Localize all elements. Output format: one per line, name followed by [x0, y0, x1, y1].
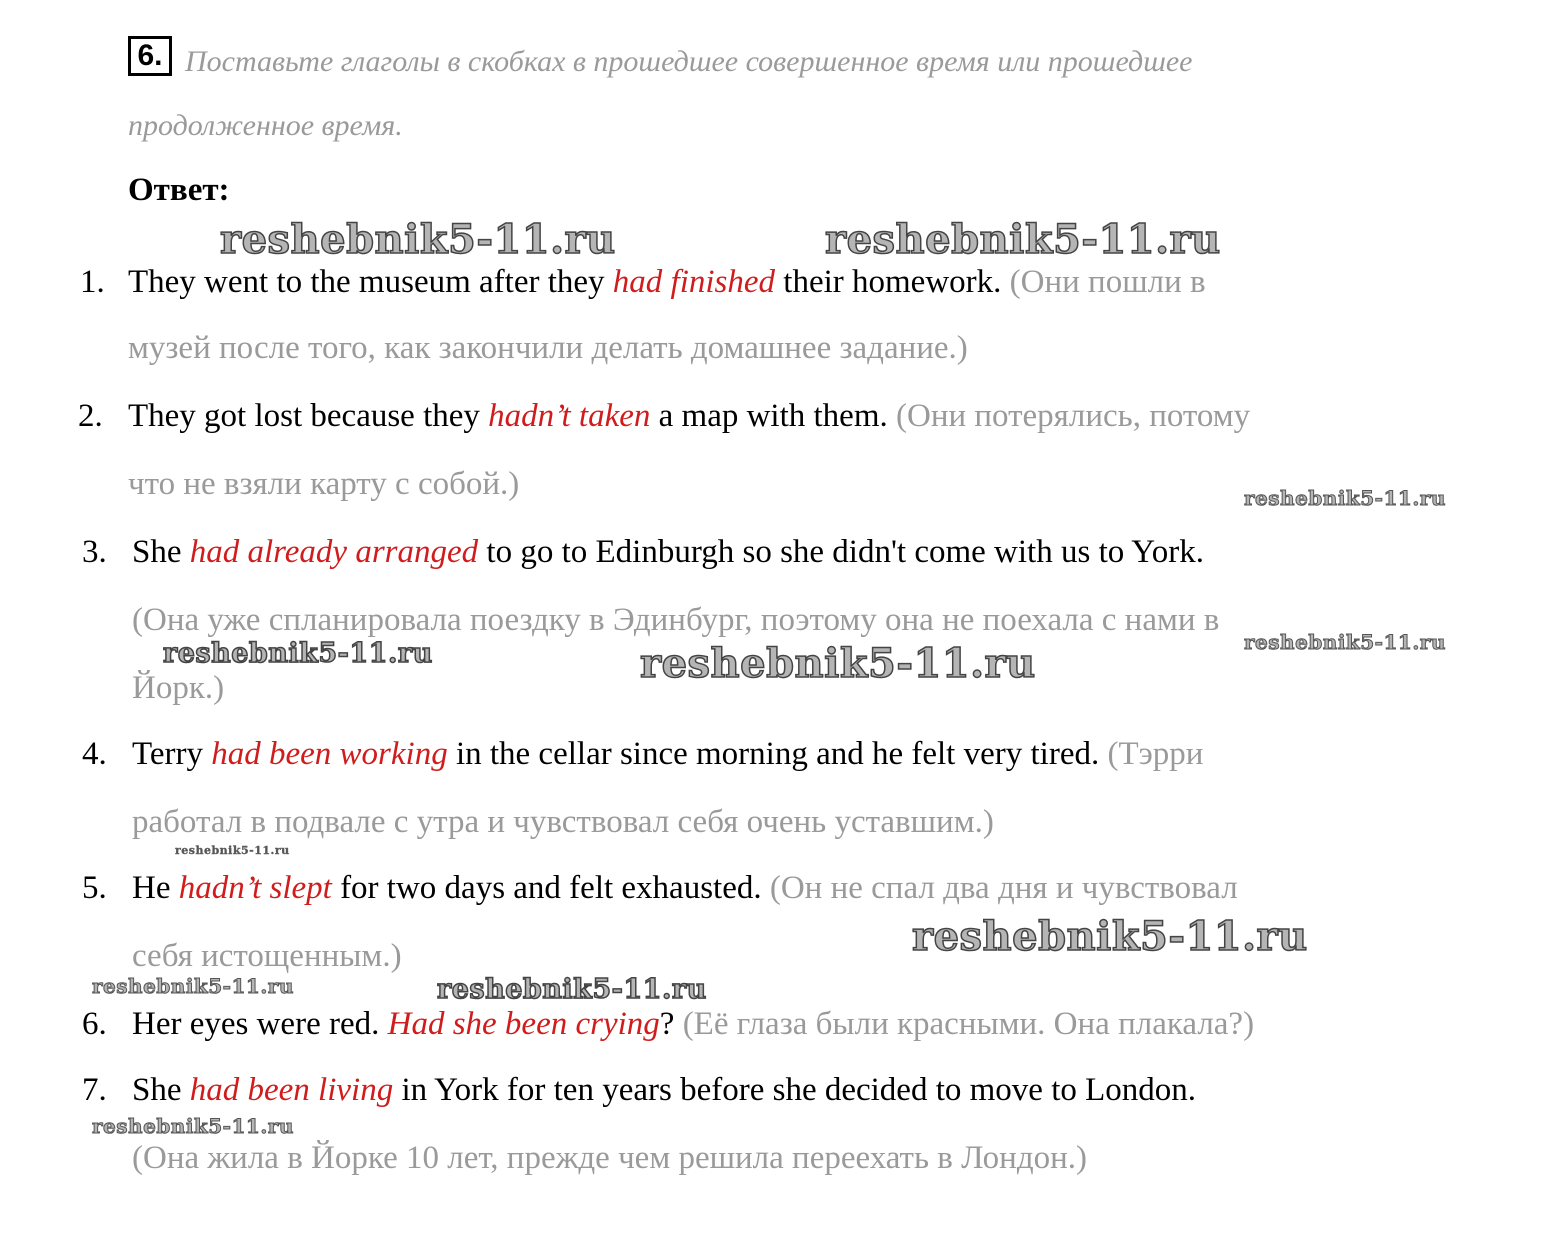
watermark-logo: reshebnik5-11.ru: [92, 974, 294, 998]
translation-text: (Они потерялись, потому: [896, 398, 1251, 434]
translation-text: (Они пошли в: [1009, 264, 1206, 300]
task-number: 6.: [128, 36, 172, 76]
item-number: 1.: [80, 264, 105, 300]
sentence-text: He: [132, 870, 179, 906]
watermark-logo: reshebnik5-11.ru: [912, 913, 1308, 960]
translation-text: (Он не спал два дня и чувствовал: [769, 870, 1238, 906]
answer-label: Ответ:: [128, 172, 230, 208]
item-sentence: [132, 858, 1238, 918]
watermark-logo: reshebnik5-11.ru: [163, 638, 433, 669]
watermark-logo: reshebnik5-11.ru: [220, 216, 616, 263]
translation-text: (Тэрри: [1107, 736, 1204, 772]
item-sentence: [132, 522, 1204, 582]
translation-text: работал в подвале с утра и чувствовал себя очень уставшим.): [132, 804, 994, 840]
watermark-logo: reshebnik5-11.ru: [437, 974, 707, 1005]
sentence-text: to go to Edinburgh so she didn't come with us to York.: [478, 534, 1205, 570]
sentence-text: She: [132, 534, 190, 570]
translation-text: что не взяли карту с собой.): [128, 466, 520, 502]
item-number: 6.: [82, 1006, 107, 1042]
item-number: 7.: [82, 1072, 107, 1108]
watermark-logo: reshebnik5-11.ru: [1244, 630, 1446, 654]
task-instruction-line1: Поставьте глаголы в скобках в прошедшее совершенное время или прошедшее: [185, 45, 1193, 78]
translation-text: (Её глаза были красными. Она плакала?): [682, 1006, 1255, 1042]
sentence-text: ?: [659, 1006, 683, 1042]
item-number: 3.: [82, 534, 107, 570]
sentence-text: for two days and felt exhausted.: [331, 870, 770, 906]
sentence-text: Her eyes were red.: [132, 1006, 388, 1042]
sentence-text: They went to the museum after they: [128, 264, 613, 300]
item-sentence: [132, 1060, 1196, 1120]
translation-text: (Она жила в Йорке 10 лет, прежде чем решила переехать в Лондон.): [132, 1140, 1088, 1176]
answer-verb: hadn’t taken: [488, 398, 651, 434]
watermark-logo: reshebnik5-11.ru: [825, 216, 1221, 263]
translation-text: Йорк.): [132, 670, 225, 706]
answer-verb: had been living: [189, 1072, 394, 1108]
task-instruction: [128, 30, 1428, 158]
watermark-logo: reshebnik5-11.ru: [175, 844, 290, 857]
translation-text: (Она уже спланировала поездку в Эдинбург, поэтому она не поехала с нами в: [132, 602, 1220, 638]
item-sentence: [128, 386, 1250, 446]
answer-verb: had finished: [612, 264, 776, 300]
task-instruction-line2: продолженное время.: [128, 109, 403, 142]
sentence-text: their homework.: [775, 264, 1010, 300]
watermark-logo: reshebnik5-11.ru: [92, 1114, 294, 1138]
sentence-text: in York for ten years before she decided to move to London.: [393, 1072, 1197, 1108]
translation-text: себя истощенным.): [132, 938, 402, 974]
sentence-text: a map with them.: [650, 398, 896, 434]
watermark-logo: reshebnik5-11.ru: [640, 640, 1036, 687]
item-number: 5.: [82, 870, 107, 906]
sentence-text: in the cellar since morning and he felt very tired.: [447, 736, 1108, 772]
item-number: 4.: [82, 736, 107, 772]
item-number: 2.: [78, 398, 103, 434]
watermark-logo: reshebnik5-11.ru: [1244, 486, 1446, 510]
translation-text: музей после того, как закончили делать домашнее задание.): [128, 330, 968, 366]
answer-verb: Had she been crying: [387, 1006, 660, 1042]
answer-verb: had been working: [211, 736, 448, 772]
item-sentence: [132, 724, 1203, 784]
answer-verb: hadn’t slept: [178, 870, 332, 906]
sentence-text: They got lost because they: [128, 398, 489, 434]
sentence-text: Terry: [132, 736, 212, 772]
answer-verb: had already arranged: [189, 534, 479, 570]
task-header: [128, 30, 1428, 158]
sentence-text: She: [132, 1072, 190, 1108]
